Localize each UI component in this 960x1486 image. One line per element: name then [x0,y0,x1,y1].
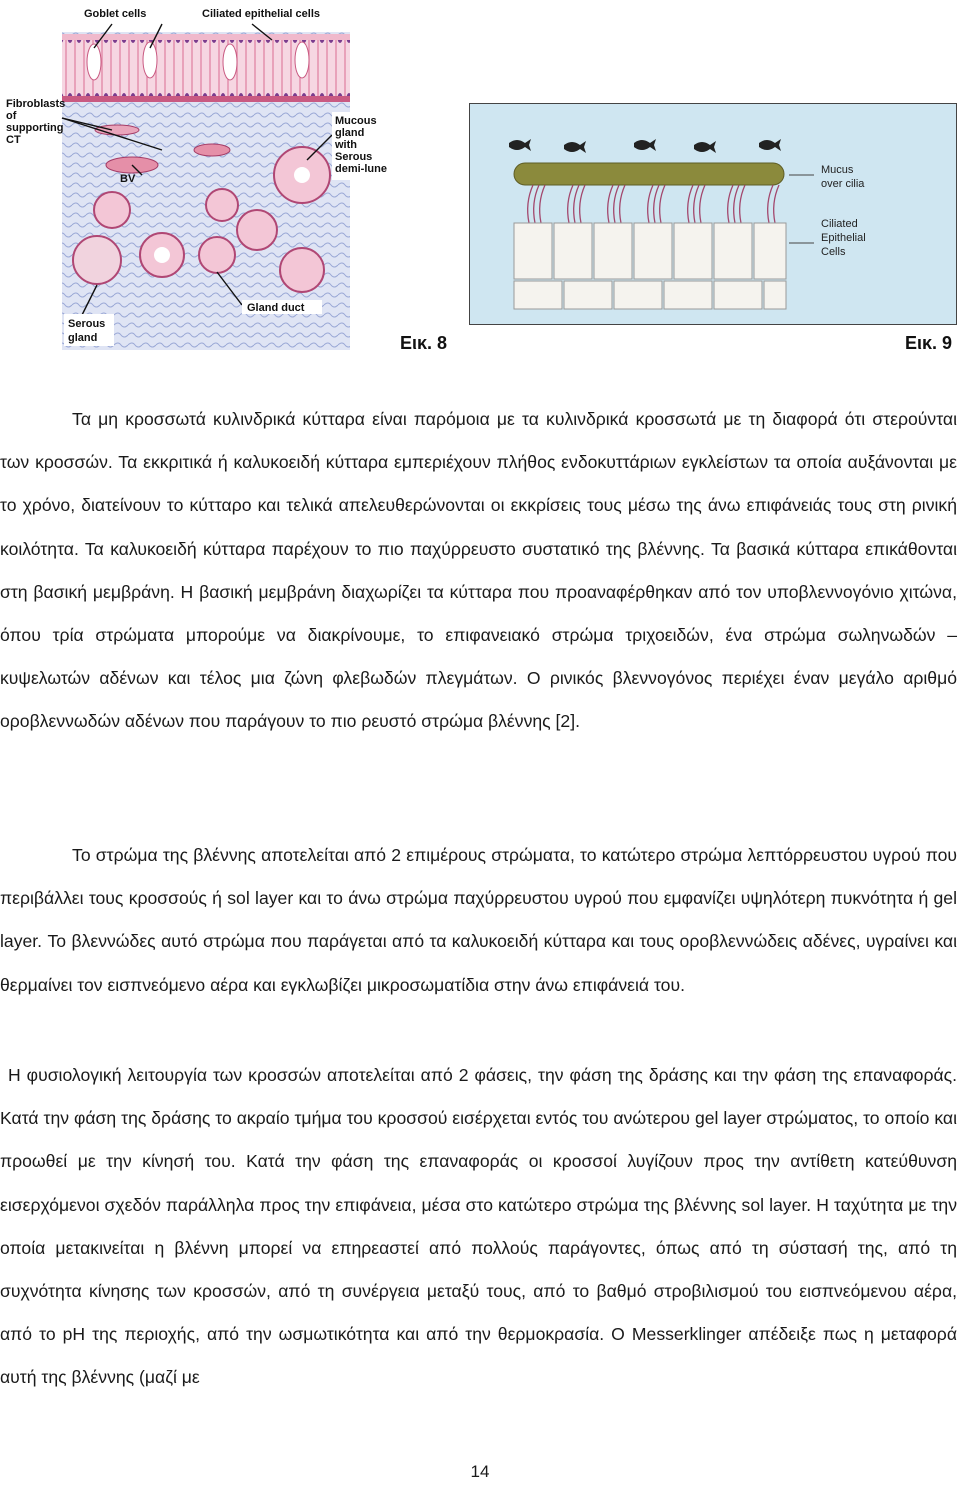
label-cells: Cells [821,246,846,258]
label-fibroblasts-4: CT [6,134,21,146]
label-ciliated: Ciliated [821,218,858,230]
page-number: 14 [470,1462,490,1481]
label-fibroblasts-2: of [6,110,17,122]
paragraph-2: Το στρώμα της βλέννης αποτελείται από 2 επιμέρους στρώματα, το κατώτερο στρώμα λεπτόρρευστου υγρού που περιβάλλει τους κροσσούς ή sol layer και το άνω στρώμα παχύρρευστου υγρού που εμφανίζει υψηλότερη πυκνότητα ή gel layer. Το βλεννώδες αυτό στρώμα που παράγεται από τα καλυκοειδή κύτταρα και τους οροβλεννώδεις αδένες, υγραίνει και θερμαίνει τον εισπνεόμενο αέρα και εγκλωβίζει μικροσωματίδια στην άνω επιφάνειά του. [0,845,957,995]
figure-9-caption: Εικ. 9 [905,333,953,353]
label-gland-duct: Gland duct [247,302,305,314]
label-mucus: Mucus [821,164,854,176]
label-mucous-1: Mucous [335,115,377,127]
paragraph-1: Τα μη κροσσωτά κυλινδρικά κύτταρα είναι παρόμοια με τα κυλινδρικά κροσσωτά με τη διαφορά ότι στερούνται των κροσσών. Τα εκκριτικά ή καλυκοειδή κύτταρα εμπεριέχουν πλήθος ενδοκυττάριων εγκλείστων τα οποία αυξάνονται με το χρόνο, διατείνουν το κύτταρο και τελικά απελευθερώνονται οι εκκρίσεις τους μέσω της άνω επιφάνειάς τους στη ρινική κοιλότητα. Τα καλυκοειδή κύτταρα παρέχουν το πιο παχύρρευστο συστατικό της βλέννης. Τα βασικά κύτταρα επικάθονται στη βασική μεμβράνη. Η βασική μεμβράνη διαχωρίζει τα κύτταρα που προαναφέρθηκαν από τον υποβλεννογόνιο χιτώνα, όπου τρία στρώματα μπορούμε να διακρίνουμε, το επιφανειακό στρώμα τριχοειδών, ένα στρώμα σωληνωδών – κυψελωτών αδένων και τέλος μια ζώνη φλεβωδών πλεγμάτων. Ο ρινικός βλεννογόνος περιέχει έναν μεγάλο αριθμό οροβλεννωδών αδένων που παράγουν το πιο ρευστό στρώμα βλέννης [2]. [0,409,957,732]
label-mucous-3: with [335,139,357,151]
paragraph-3: Η φυσιολογική λειτουργία των κροσσών αποτελείται από 2 φάσεις, την φάση της δράσης και την φάση της επαναφοράς. Κατά την φάση της δράσης το ακραίο τμήμα του κροσσού εισέρχεται εντός του ανώτερου gel layer στρώματος, το οποίο και προωθεί με την κίνησή του. Κατά την φάση της επαναφοράς οι κροσσοί λυγίζουν προς την αντίθετη κατεύθυνση εισερχόμενοι σχεδόν παράλληλα προς την επιφάνεια, μέσα στο κατώτερο στρώμα της βλέννης sol layer. Η ταχύτητα με την οποία μετακινείται η βλέννη μπορεί να επηρεαστεί από πολλούς παράγοντες, όπως από τη σύστασή της, από τη συχνότητα κίνησης των κροσσών, από τη συνέργεια μεταξύ τους, από το βαθμό στροβιλισμού του εισπνεόμενου αέρα, από το pH της περιοχής, από την ωσμωτικότητα και από την θερμοκρασία. Ο Messerklinger απέδειξε πως η μεταφορά αυτή της βλέννης (μαζί με [0,1065,957,1388]
figure-8-histology-image [2,0,390,350]
label-fibroblasts-3: supporting [6,122,64,134]
figure-8-caption: Εικ. 8 [400,333,448,353]
label-fibroblasts-1: Fibroblasts [6,98,66,110]
label-over-cilia: over cilia [821,178,865,190]
label-goblet-cells: Goblet cells [84,8,147,20]
label-bv: BV [120,173,136,185]
label-epithelial: Epithelial [821,232,866,244]
label-mucous-2: gland [335,127,365,139]
label-mucous-5: demi-lune [335,163,387,175]
label-serous-2: gland [68,332,98,344]
label-serous-1: Serous [68,318,106,330]
figure-9-cilia-diagram [469,103,957,325]
label-mucous-4: Serous [335,151,373,163]
label-ciliated-cells: Ciliated epithelial cells [202,8,320,20]
